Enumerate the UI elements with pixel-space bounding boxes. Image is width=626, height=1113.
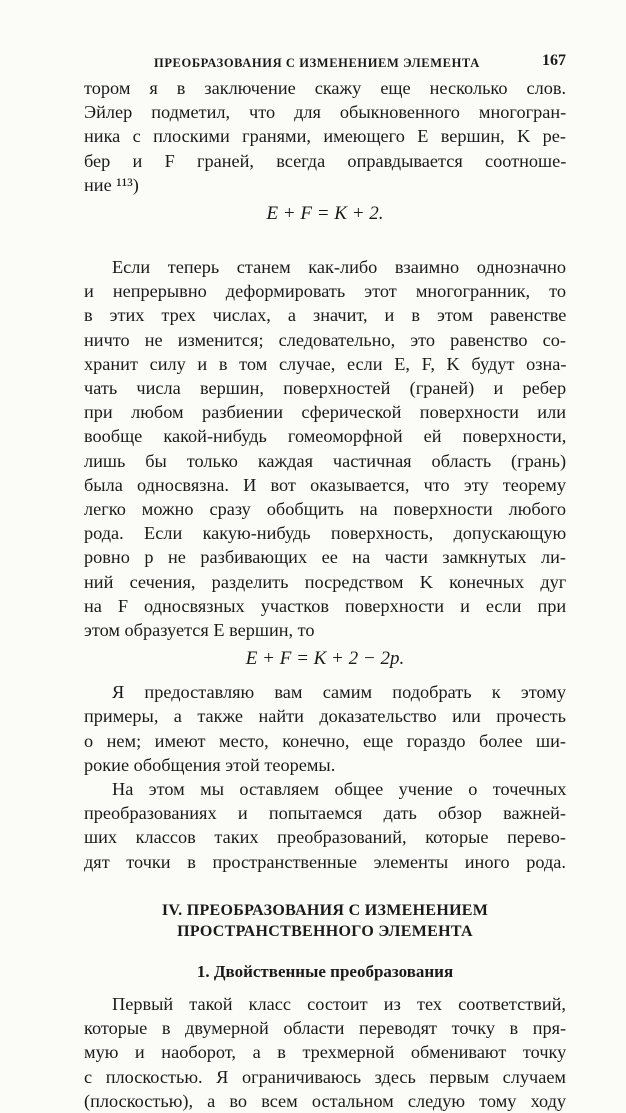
- text-line: тором я в заключение скажу еще несколько слов.: [84, 78, 567, 98]
- text-line: которые в двумерной области переводят точку в пря-: [84, 1018, 567, 1039]
- section-heading: [84, 900, 566, 942]
- text-line: рода. Если какую-нибудь поверхность, допускающую: [84, 523, 567, 544]
- text-line: с плоскостью. Я ограничиваюсь здесь первым случаем: [84, 1066, 566, 1087]
- text-line: ника с плоскими гранями, имеющего E вершин, K ре-: [84, 126, 566, 147]
- text-line: о нем; имеют место, конечно, еще гораздо более ши-: [84, 730, 566, 751]
- text-line: Первый такой класс состоит из тех соответствий,: [112, 993, 566, 1014]
- text-line: ние ¹¹³): [84, 174, 139, 195]
- text-line: мую и наоборот, а в трехмерной обменивают точку: [84, 1042, 567, 1063]
- paragraph-dual: [84, 992, 566, 1113]
- text-line: ний сечения, разделить посредством K конечных дуг: [84, 571, 567, 592]
- text-line: ничто не изменится; следовательно, это равенство со-: [84, 329, 566, 350]
- text-line: лишь бы только каждая частичная область (грань): [84, 450, 567, 471]
- text-line: рокие обобщения этой теоремы.: [84, 754, 336, 775]
- text-line: чать числа вершин, поверхностей (граней) и ребер: [84, 378, 567, 399]
- section-heading-line: ПРОСТРАНСТВЕННОГО ЭЛЕМЕНТА: [177, 922, 473, 940]
- text-line: (плоскостью), а во всем остальном следую тому ходу: [84, 1090, 567, 1111]
- running-title: ПРЕОБРАЗОВАНИЯ С ИЗМЕНЕНИЕМ ЭЛЕМЕНТА: [154, 56, 480, 70]
- text-line: ших классов таких преобразований, которые перево-: [84, 827, 566, 848]
- paragraph-deformation: [84, 255, 566, 642]
- formula-euler: E + F = K + 2.: [266, 203, 384, 225]
- text-line: бер и F граней, всегда оправдывается соотноше-: [84, 150, 567, 171]
- text-line: Эйлер подметил, что для обыкновенного многогран-: [84, 102, 567, 123]
- section-heading-line: IV. ПРЕОБРАЗОВАНИЯ С ИЗМЕНЕНИЕМ: [161, 901, 489, 919]
- paragraph-overview: [84, 777, 566, 874]
- text-line: преобразованиях и попытаемся дать обзор важней-: [84, 803, 566, 824]
- page-header: [84, 50, 566, 76]
- text-line: Я предоставляю вам самим подобрать к этому: [112, 682, 567, 703]
- subsection-heading: 1. Двойственные преобразования: [196, 961, 454, 981]
- text-line: На этом мы оставляем общее учение о точечных: [112, 779, 567, 800]
- text-line: при любом разбиении сферической поверхности или: [84, 402, 566, 423]
- text-line: ровно p не разбивающих ее на части замкнутых ли-: [84, 547, 566, 568]
- text-line: вообще какой-нибудь гомеоморфной ей поверхности,: [84, 426, 567, 447]
- text-line: и непрерывно деформировать этот многогранник, то: [84, 281, 566, 302]
- text-line: хранит силу и в том случае, если E, F, K будут озна-: [84, 353, 567, 374]
- text-line: этом образуется E вершин, то: [84, 620, 315, 641]
- text-line: примеры, а также найти доказательство или прочесть: [84, 706, 566, 727]
- text-line: была односвязна. И вот оказывается, что эту теорему: [84, 474, 566, 495]
- text-line: дят точки в пространственные элементы иного рода.: [84, 851, 566, 872]
- text-line: Если теперь станем как-либо взаимно однозначно: [112, 257, 567, 278]
- text-line: на F односвязных участков поверхности и если при: [84, 595, 567, 616]
- paragraph-euler: [84, 76, 566, 197]
- text-line: легко можно сразу обобщить на поверхности любого: [84, 499, 566, 520]
- paragraph-examples: [84, 680, 566, 777]
- formula-genus: E + F = K + 2 − 2p.: [245, 648, 405, 670]
- text-line: в этих трех числах, а значит, и в этом равенстве: [84, 305, 567, 326]
- page-number: 167: [542, 52, 566, 69]
- book-page: [84, 50, 566, 1113]
